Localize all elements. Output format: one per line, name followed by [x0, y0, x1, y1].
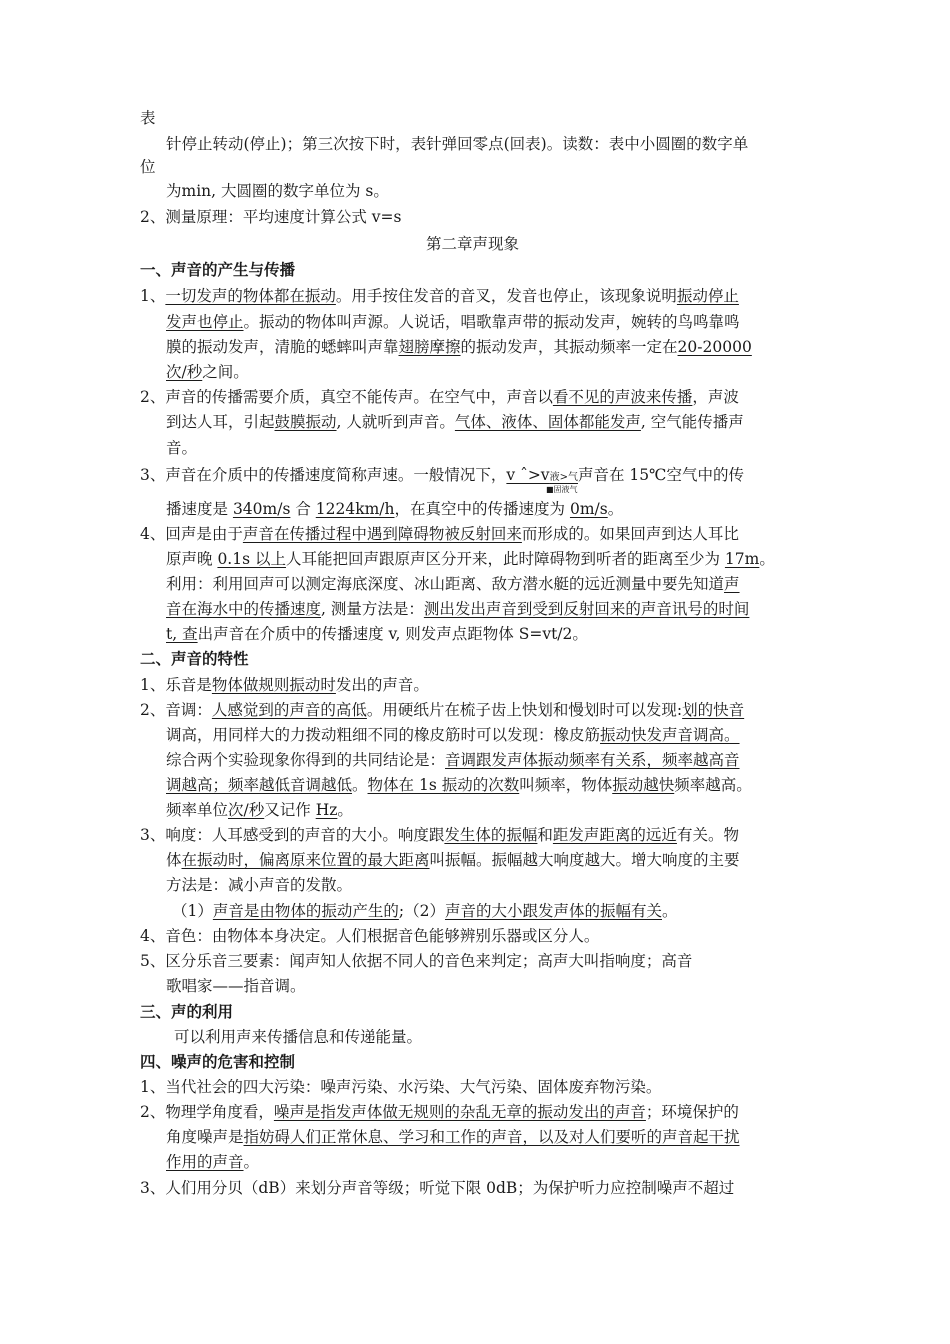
- list-item: 2、物理学角度看，噪声是指发声体做无规则的杂乱无章的振动发出的声音；环境保护的: [140, 1103, 739, 1121]
- text-line: 频率单位次/秒又记作 Hz。: [166, 801, 353, 819]
- text-line: 角度噪声是指妨碍人们正常休息、学习和工作的声音，以及对人们要听的声音起干扰: [166, 1128, 740, 1146]
- section-heading: 四、噪声的危害和控制: [140, 1053, 296, 1071]
- list-item: 4、回声是由于声音在传播过程中遇到障碍物被反射回来而形成的。如果回声到达人耳比: [140, 525, 739, 543]
- text-line: 作用的声音。: [166, 1153, 260, 1171]
- text-line: （1）声音是由物体的振动产生的;（2）声音的大小跟发声体的振幅有关。: [172, 902, 678, 920]
- text-line: 方法是：减小声音的发散。: [166, 876, 353, 894]
- text-line: 音在海水中的传播速度, 测量方法是：测出发出声音到受到反射回来的声音讯号的时间: [166, 600, 750, 618]
- text-line: 2、测量原理：平均速度计算公式 v=s: [140, 208, 402, 226]
- section-heading: 三、声的利用: [140, 1003, 234, 1021]
- text-line: 次/秒之间。: [166, 363, 249, 381]
- text-line: 发声也停止。振动的物体叫声源。人说话，唱歌靠声带的振动发声，婉转的鸟鸣靠鸣: [166, 313, 740, 331]
- text-line: 原声晚 0.1s 以上人耳能把回声跟原声区分开来，此时障碍物到听者的距离至少为 17m。: [166, 550, 775, 568]
- text-line: 为min, 大圆圈的数字单位为 s。: [166, 182, 389, 200]
- text-line: 综合两个实验现象你得到的共同结论是：音调跟发声体振动频率有关系，频率越高音: [166, 751, 740, 769]
- list-item: 3、人们用分贝（dB）来划分声音等级；听觉下限 0dB；为保护听力应控制噪声不超过: [140, 1179, 735, 1197]
- text-line: 可以利用声来传播信息和传递能量。: [174, 1028, 423, 1046]
- list-item: 4、音色：由物体本身决定。人们根据音色能够辨别乐器或区分人。: [140, 927, 600, 945]
- text-line: 针停止转动(停止)；第三次按下时，表针弹回零点(回表)。读数：表中小圆圈的数字单: [166, 135, 749, 153]
- list-item: 1、当代社会的四大污染：噪声污染、水污染、大气污染、固体废弃物污染。: [140, 1078, 662, 1096]
- text-line: 膜的振动发声，清脆的蟋蟀叫声靠翅膀摩擦的振动发声，其振动频率一定在20-20000: [166, 338, 752, 356]
- section-heading: 二、声音的特性: [140, 650, 249, 668]
- list-item: 1、一切发声的物体都在振动。用手按住发音的音叉，发音也停止，该现象说明振动停止: [140, 287, 739, 305]
- text-line: 位: [140, 158, 156, 176]
- text-line: 调越高；频率越低音调越低。物体在 1s 振动的次数叫频率，物体振动越快频率越高。: [166, 776, 752, 794]
- text-line: t, 查出声音在介质中的传播速度 v, 则发声点距物体 S=vt/2。: [166, 625, 588, 643]
- list-item: 2、声音的传播需要介质，真空不能传声。在空气中，声音以看不见的声波来传播，声波: [140, 388, 739, 406]
- text-line: 体在振动时，偏离原来位置的最大距离叫振幅。振幅越大响度越大。增大响度的主要: [166, 851, 740, 869]
- text-line: 利用：利用回声可以测定海底深度、冰山距离、敌方潜水艇的远近测量中要先知道声: [166, 575, 740, 593]
- list-item: 3、响度：人耳感受到的声音的大小。响度跟发生体的振幅和距发声距离的远近有关。物: [140, 826, 739, 844]
- text-line: 表: [140, 109, 156, 127]
- list-item: 1、乐音是物体做规则振动时发出的声音。: [140, 676, 429, 694]
- section-heading: 一、声音的产生与传播: [140, 261, 296, 279]
- text-line: 歌唱家——指音调。: [166, 977, 306, 995]
- list-item: 2、音调：人感觉到的声音的高低。用硬纸片在梳子齿上快划和慢划时可以发现:划的快音: [140, 701, 745, 719]
- list-item: 5、区分乐音三要素：闻声知人依据不同人的音色来判定；高声大叫指响度；高音: [140, 952, 693, 970]
- text-line: 音。: [166, 439, 198, 457]
- speed-formula: v ˆ>v: [506, 466, 550, 484]
- text-line: 到达人耳，引起鼓膜振动, 人就听到声音。气体、液体、固体都能发声, 空气能传播声: [166, 413, 744, 431]
- formula-subscript: ■固液气: [546, 485, 578, 494]
- list-item: 3、声音在介质中的传播速度简称声速。一般情况下，v ˆ>v液>气声音在 15℃空气中的传: [140, 466, 744, 484]
- text-line: 调高，用同样大的力拨动粗细不同的橡皮筋时可以发现：橡皮筋振动快发声音调高。: [166, 726, 740, 744]
- chapter-title: 第二章声现象: [426, 235, 520, 253]
- text-line: 播速度是 340m/s 合 1224km/h，在真空中的传播速度为 0m/s。: [166, 500, 624, 518]
